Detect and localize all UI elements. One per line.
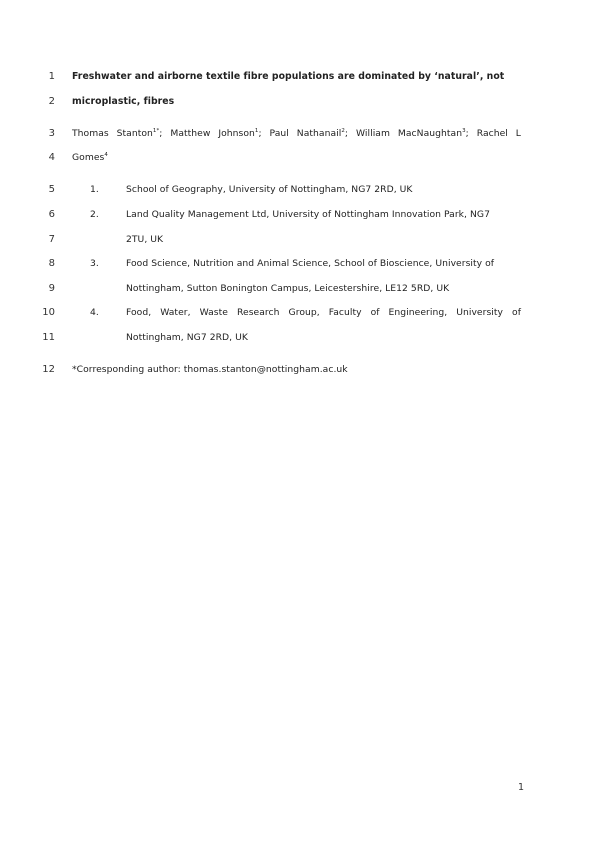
affiliation-number: 3. — [90, 258, 99, 269]
affiliation-text: School of Geography, University of Nottingham, NG7 2RD, UK — [126, 184, 413, 195]
line-number: 10 — [42, 307, 55, 318]
manuscript-line-11 — [0, 330, 595, 346]
manuscript-line-3 — [0, 126, 595, 142]
line-number: 6 — [48, 209, 55, 220]
affiliation-number: 4. — [90, 307, 99, 318]
manuscript-line-7 — [0, 232, 595, 248]
line-number: 3 — [48, 128, 55, 139]
author-affiliation-sup: 1 — [254, 128, 259, 134]
author-affiliation-sup: 4 — [104, 152, 108, 158]
author-affiliation-sup: 1* — [152, 128, 160, 134]
affiliation-number: 1. — [90, 184, 99, 195]
affiliation-text: Nottingham, Sutton Bonington Campus, Leicestershire, LE12 5RD, UK — [126, 283, 450, 294]
author-name: Gomes — [72, 152, 105, 163]
manuscript-line-10 — [0, 305, 595, 321]
affiliation-text: Nottingham, NG7 2RD, UK — [126, 332, 248, 343]
author-name: ; Matthew Johnson — [159, 128, 255, 139]
line-number: 5 — [48, 184, 55, 195]
line-number: 1 — [48, 71, 55, 82]
corresponding-author: *Corresponding author: thomas.stanton@nottingham.ac.uk — [72, 364, 348, 375]
author-name: ; Paul Nathanail — [258, 128, 342, 139]
line-number: 9 — [48, 283, 55, 294]
affiliation-text: 2TU, UK — [126, 234, 164, 245]
manuscript-line-2 — [0, 94, 595, 110]
manuscript-line-8 — [0, 256, 595, 272]
manuscript-line-6 — [0, 207, 595, 223]
author-list-continued — [72, 150, 108, 166]
manuscript-line-12 — [0, 362, 595, 378]
affiliation-text: Land Quality Management Ltd, University of Nottingham Innovation Park, NG7 — [126, 209, 490, 220]
manuscript-line-4 — [0, 150, 595, 166]
author-affiliation-sup: 2 — [341, 128, 345, 134]
line-number: 8 — [48, 258, 55, 269]
author-name: ; Rachel L — [465, 128, 521, 139]
author-list — [72, 126, 521, 142]
manuscript-line-1 — [0, 69, 595, 85]
manuscript-line-5 — [0, 182, 595, 198]
affiliation-text: Food, Water, Waste Research Group, Faculty of Engineering, University of — [126, 307, 521, 318]
author-affiliation-sup: 3 — [462, 128, 466, 134]
author-name: ; William MacNaughtan — [344, 128, 463, 139]
line-number: 7 — [48, 234, 55, 245]
page-number: 1 — [517, 782, 524, 793]
author-name: Thomas Stanton — [72, 128, 153, 139]
line-number: 2 — [48, 96, 55, 107]
paper-title-line-1: Freshwater and airborne textile fibre populations are dominated by ‘natural’, not — [72, 71, 505, 82]
manuscript-line-9 — [0, 281, 595, 297]
affiliation-number: 2. — [90, 209, 99, 220]
affiliation-text: Food Science, Nutrition and Animal Science, School of Bioscience, University of — [126, 258, 495, 269]
line-number: 11 — [42, 332, 55, 343]
line-number: 12 — [42, 364, 55, 375]
paper-title-line-2: microplastic, fibres — [72, 96, 175, 107]
line-number: 4 — [48, 152, 55, 163]
